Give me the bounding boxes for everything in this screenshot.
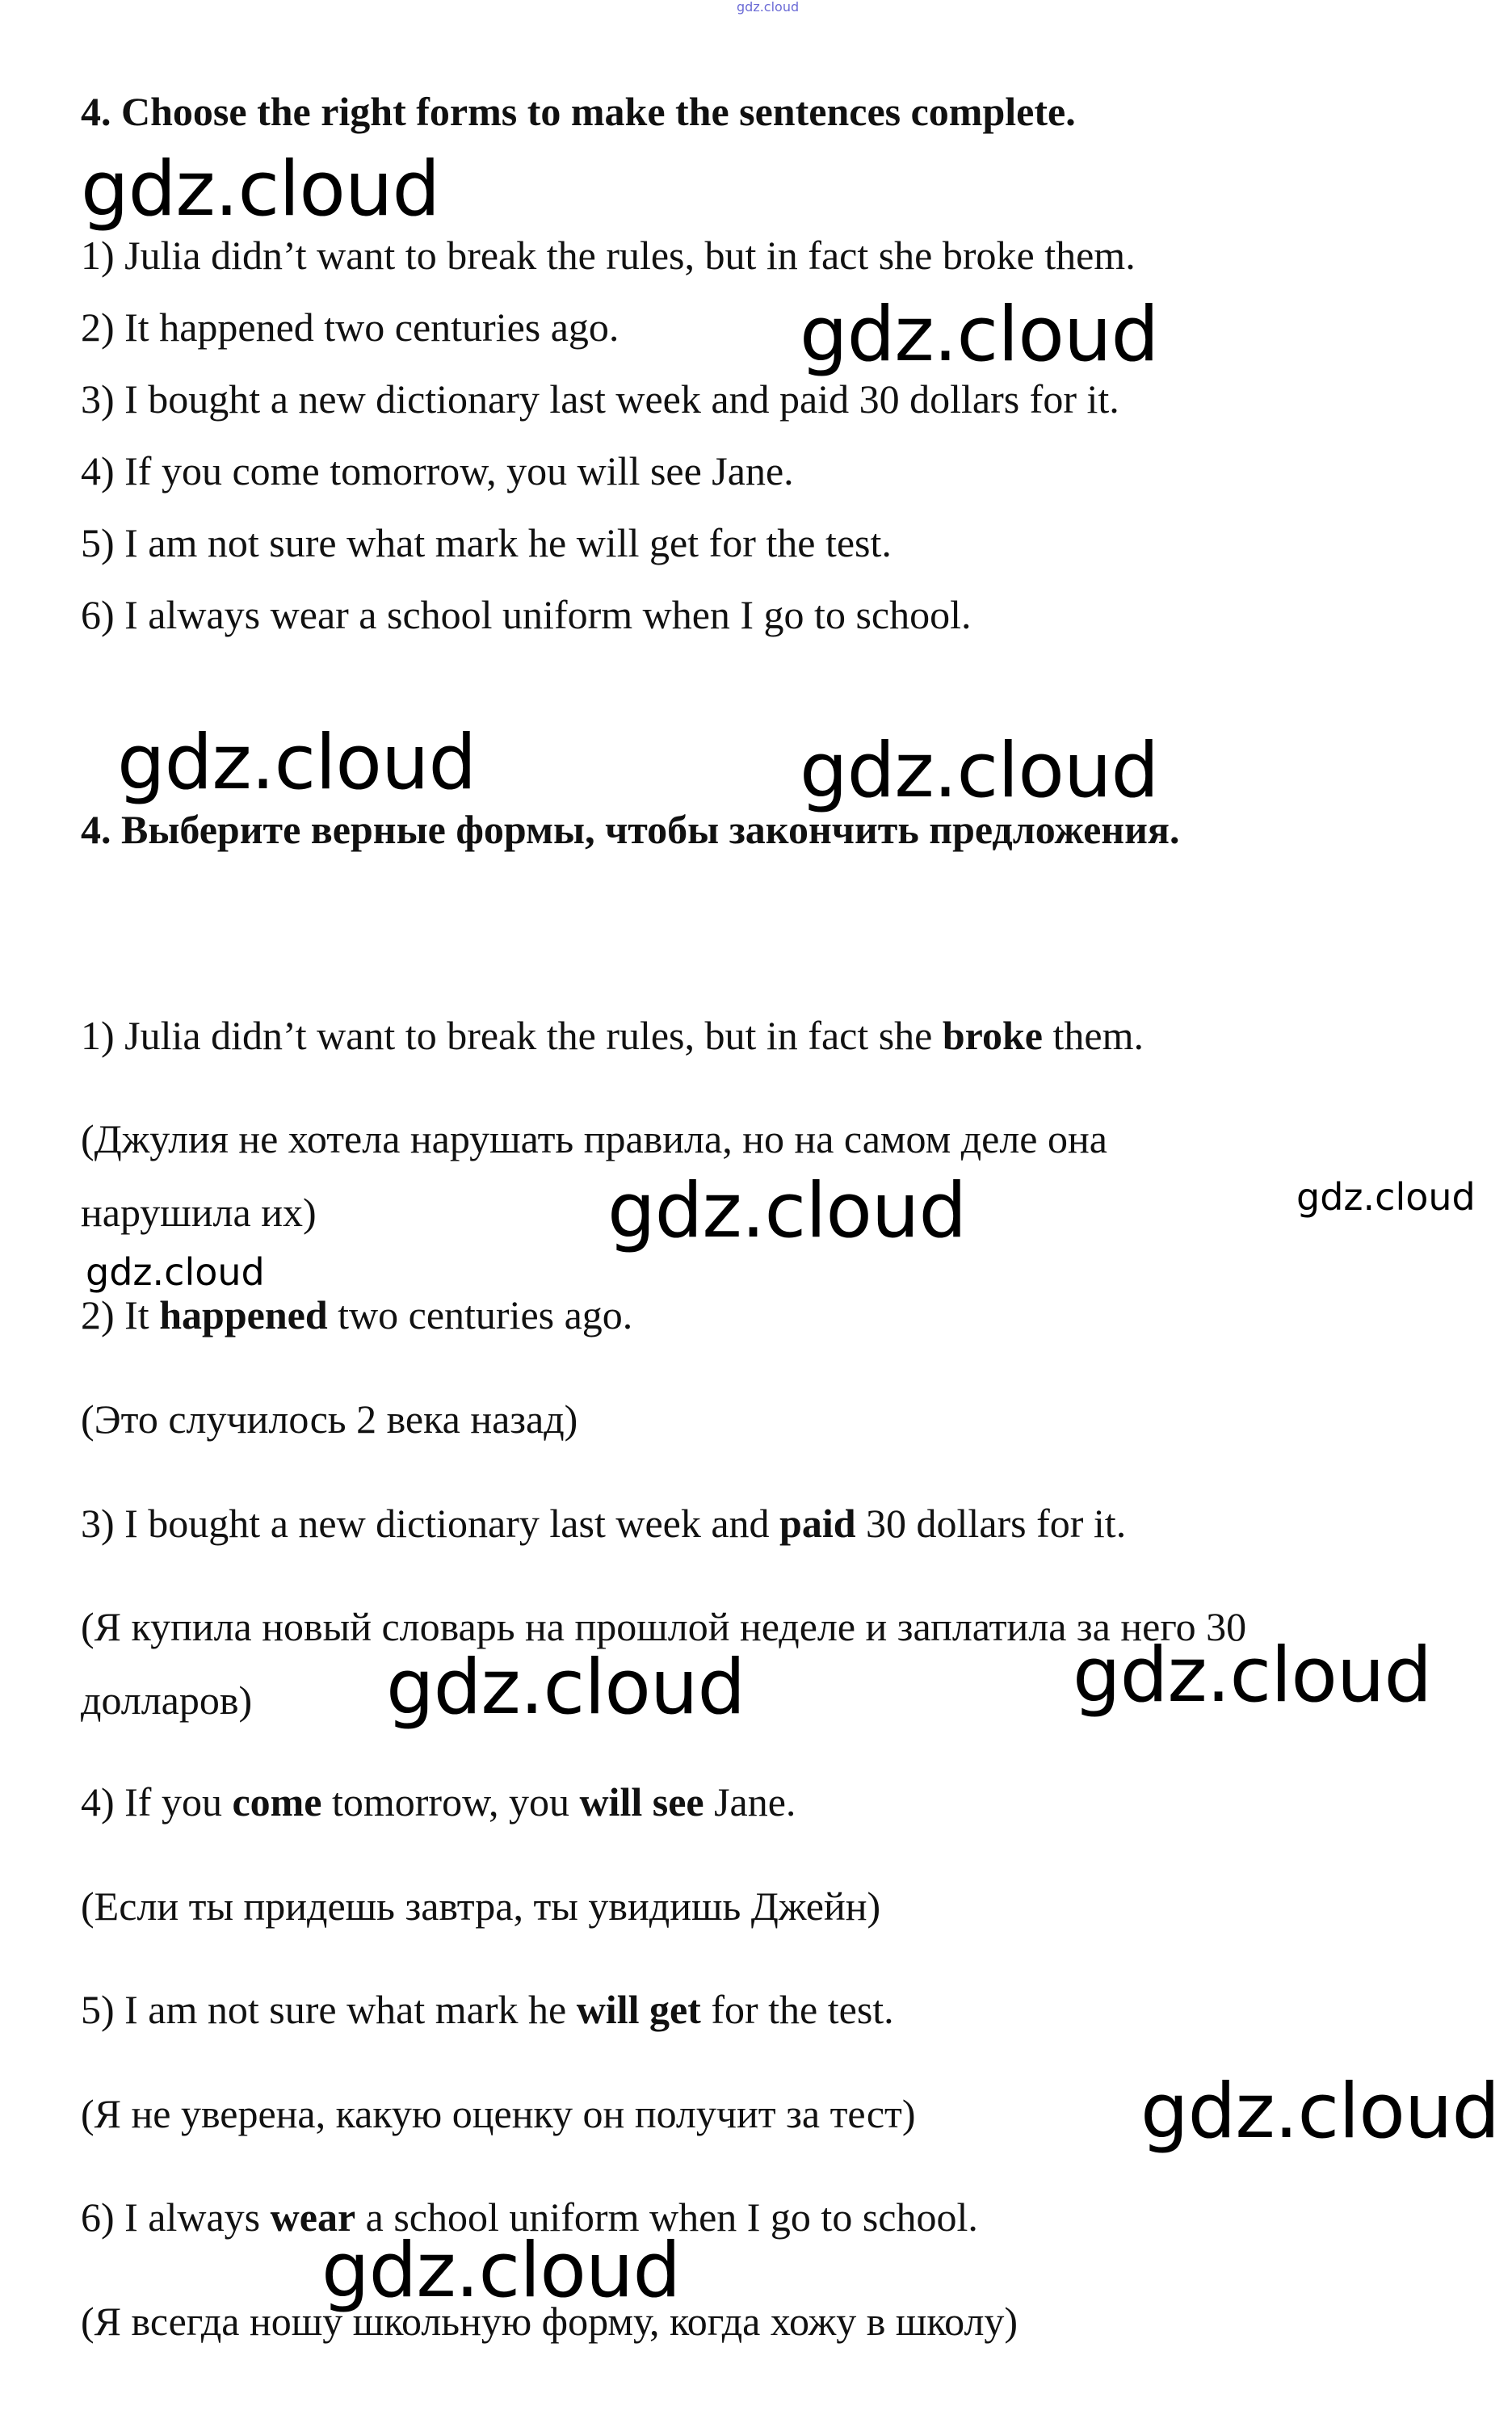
- english-line-4: 4) If you come tomorrow, you will see Jane.: [81, 448, 794, 493]
- english-heading: 4. Choose the right forms to make the sentences complete.: [81, 89, 1076, 134]
- answer-line-4: [81, 1778, 796, 1826]
- watermark-9: gdz.cloud: [1073, 1631, 1432, 1720]
- watermark-2: gdz.cloud: [800, 291, 1159, 379]
- answer-4-text-mid: tomorrow, you: [321, 1779, 580, 1825]
- watermark-1: gdz.cloud: [81, 145, 440, 233]
- translation-6: (Я всегда ношу школьную форму, когда хожу в школу): [81, 2299, 1018, 2344]
- answer-4-bold-1: come: [232, 1779, 322, 1825]
- answer-6-text: 6) I always: [81, 2194, 271, 2240]
- answer-3-text-end: 30 dollars for it.: [855, 1501, 1127, 1546]
- answer-1-bold: broke: [942, 1013, 1043, 1058]
- watermark-6: gdz.cloud: [1296, 1175, 1476, 1219]
- answer-6-text-end: a school uniform when I go to school.: [355, 2194, 978, 2240]
- translation-4: (Если ты придешь завтра, ты увидишь Джейн): [81, 1883, 881, 1929]
- answer-5-bold: will get: [576, 1987, 701, 2032]
- answer-4-text-end: Jane.: [704, 1779, 796, 1825]
- answer-2-text: 2) It: [81, 1292, 160, 1337]
- translation-1-line-1: (Джулия не хотела нарушать правила, но на самом деле она: [81, 1116, 1107, 1161]
- russian-heading: 4. Выберите верные формы, чтобы закончить предложения.: [81, 807, 1180, 852]
- translation-3-line-1: (Я купила новый словарь на прошлой неделе и заплатила за него 30: [81, 1604, 1247, 1649]
- watermark-5: gdz.cloud: [607, 1167, 967, 1255]
- english-line-1: 1) Julia didn’t want to break the rules, but in fact she broke them.: [81, 233, 1136, 278]
- answer-3-bold: paid: [779, 1501, 856, 1546]
- translation-1-line-2: нарушила их): [81, 1190, 317, 1235]
- answer-4-text: 4) If you: [81, 1779, 233, 1825]
- translation-5: (Я не уверена, какую оценку он получит за тест): [81, 2091, 916, 2136]
- watermark-11: gdz.cloud: [321, 2227, 681, 2315]
- answer-3-text: 3) I bought a new dictionary last week and: [81, 1501, 780, 1546]
- answer-5-text: 5) I am not sure what mark he: [81, 1987, 577, 2032]
- answer-5-text-end: for the test.: [700, 1987, 894, 2032]
- translation-2: (Это случилось 2 века назад): [81, 1396, 578, 1442]
- answer-2-bold: happened: [159, 1292, 328, 1337]
- watermark-3: gdz.cloud: [117, 719, 477, 807]
- answer-2-text-end: two centuries ago.: [327, 1292, 633, 1337]
- english-line-5: 5) I am not sure what mark he will get for the test.: [81, 520, 892, 565]
- answer-line-5: [81, 1985, 894, 2034]
- watermark-10: gdz.cloud: [1140, 2068, 1500, 2156]
- answer-1-text-end: them.: [1042, 1013, 1144, 1058]
- answer-line-2: [81, 1291, 632, 1339]
- top-watermark: gdz.cloud: [737, 0, 800, 15]
- answer-line-3: [81, 1499, 1126, 1547]
- english-line-2: 2) It happened two centuries ago.: [81, 304, 620, 350]
- english-line-6: 6) I always wear a school uniform when I go to school.: [81, 592, 972, 637]
- watermark-8: gdz.cloud: [386, 1644, 746, 1732]
- answer-1-text: 1) Julia didn’t want to break the rules, but in fact she: [81, 1013, 943, 1058]
- watermark-4: gdz.cloud: [800, 727, 1159, 815]
- answer-4-bold-2: will see: [579, 1779, 704, 1825]
- answer-6-bold: wear: [270, 2194, 356, 2240]
- answer-line-1: [81, 1011, 1144, 1060]
- watermark-7: gdz.cloud: [86, 1250, 265, 1294]
- english-line-3: 3) I bought a new dictionary last week and paid 30 dollars for it.: [81, 376, 1119, 422]
- translation-3-line-2: долларов): [81, 1678, 253, 1723]
